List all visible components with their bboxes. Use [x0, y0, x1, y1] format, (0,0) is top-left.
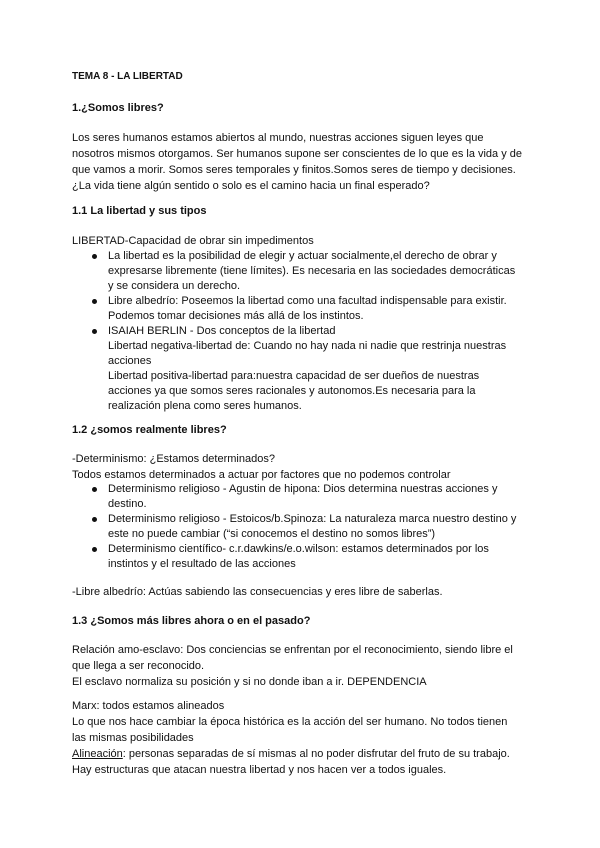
text-line: acciones ya que somos seres racionales y autonomos.Es necesaria para la — [108, 385, 476, 397]
text-line: que vamos a morir. Somos seres temporales y finitos.Somos seres de tiempo y decisiones. — [72, 164, 516, 176]
text-line: El esclavo normaliza su posición y si no donde iban a ir. DEPENDENCIA — [72, 676, 427, 688]
text-line: que llega a ser reconocido. — [72, 660, 205, 672]
section-1-3-paragraph-2 — [72, 698, 510, 778]
text-line: nosotros mismos otorgamos. Ser humanos supone ser conscientes de lo que es la vida y de — [72, 148, 523, 160]
list-item — [72, 294, 515, 324]
list-item — [72, 512, 516, 542]
section-1-2-closing: -Libre albedrío: Actúas sabiendo las consecuencias y eres libre de saberlas. — [72, 586, 443, 598]
text-line: ISAIAH BERLIN - Dos conceptos de la libertad — [108, 325, 336, 337]
text-line: Todos estamos determinados a actuar por factores que no podemos controlar — [72, 469, 451, 481]
alienation-term: Alineación — [72, 748, 123, 760]
alienation-line — [72, 746, 510, 762]
text-line: -Determinismo: ¿Estamos determinados? — [72, 453, 275, 465]
text-line: acciones — [108, 355, 152, 367]
text-line: Libertad negativa-libertad de: Cuando no hay nada ni nadie que restrinja nuestras — [108, 340, 507, 352]
text-line: realización plena como seres humanos. — [108, 400, 302, 412]
text-line: Libre albedrío: Poseemos la libertad como una facultad indispensable para existir. — [108, 295, 507, 307]
document-title: TEMA 8 - LA LIBERTAD — [72, 71, 183, 82]
text-line: expresarse libremente (tiene límites). Es necesaria en las sociedades democráticas — [108, 265, 516, 277]
list-item — [72, 482, 516, 512]
section-1-1-list — [72, 249, 515, 414]
text-line: instintos y el resultado de las acciones — [108, 558, 296, 570]
list-item — [72, 249, 515, 294]
section-1-paragraph — [72, 130, 522, 194]
list-item — [72, 324, 515, 414]
text-line: Hay estructuras que atacan nuestra libertad y nos hacen ver a todos iguales. — [72, 764, 447, 776]
alienation-definition: : personas separadas de sí mismas al no poder disfrutar del fruto de su trabajo. — [122, 748, 510, 760]
section-1-2-list — [72, 482, 516, 572]
text-line: Marx: todos estamos alineados — [72, 700, 225, 712]
text-line: Los seres humanos estamos abiertos al mundo, nuestras acciones siguen leyes que — [72, 132, 484, 144]
section-1-1-intro: LIBERTAD-Capacidad de obrar sin impedimentos — [72, 235, 314, 247]
text-line: las mismas posibilidades — [72, 732, 194, 744]
text-line: Relación amo-esclavo: Dos conciencias se enfrentan por el reconocimiento, siendo libre el — [72, 644, 513, 656]
section-1-3-paragraph-1 — [72, 642, 513, 690]
text-line: Determinismo científico- c.r.dawkins/e.o.wilson: estamos determinados por los — [108, 543, 489, 555]
text-line: este no puede cambiar (“si conocemos el destino no somos libres”) — [108, 528, 436, 540]
section-1-3-heading: 1.3 ¿Somos más libres ahora o en el pasado? — [72, 615, 311, 627]
text-line: Lo que nos hace cambiar la época histórica es la acción del ser humano. No todos tienen — [72, 716, 508, 728]
section-1-1-heading: 1.1 La libertad y sus tipos — [72, 205, 207, 217]
text-line: destino. — [108, 498, 147, 510]
section-1-heading: 1.¿Somos libres? — [72, 102, 164, 114]
text-line: Determinismo religioso - Agustin de hipona: Dios determina nuestras acciones y — [108, 483, 498, 495]
text-line: La libertad es la posibilidad de elegir y actuar socialmente,el derecho de obrar y — [108, 250, 497, 262]
text-line: ¿La vida tiene algún sentido o solo es el camino hacia un final esperado? — [72, 180, 430, 192]
list-item — [72, 542, 516, 572]
text-line: y se considera un derecho. — [108, 280, 241, 292]
section-1-2-intro — [72, 451, 451, 483]
text-line: Podemos tomar decisiones más allá de los instintos. — [108, 310, 364, 322]
section-1-2-heading: 1.2 ¿somos realmente libres? — [72, 424, 227, 436]
text-line: Determinismo religioso - Estoicos/b.Spinoza: La naturaleza marca nuestro destino y — [108, 513, 517, 525]
text-line: Libertad positiva-libertad para:nuestra capacidad de ser dueños de nuestras — [108, 370, 480, 382]
